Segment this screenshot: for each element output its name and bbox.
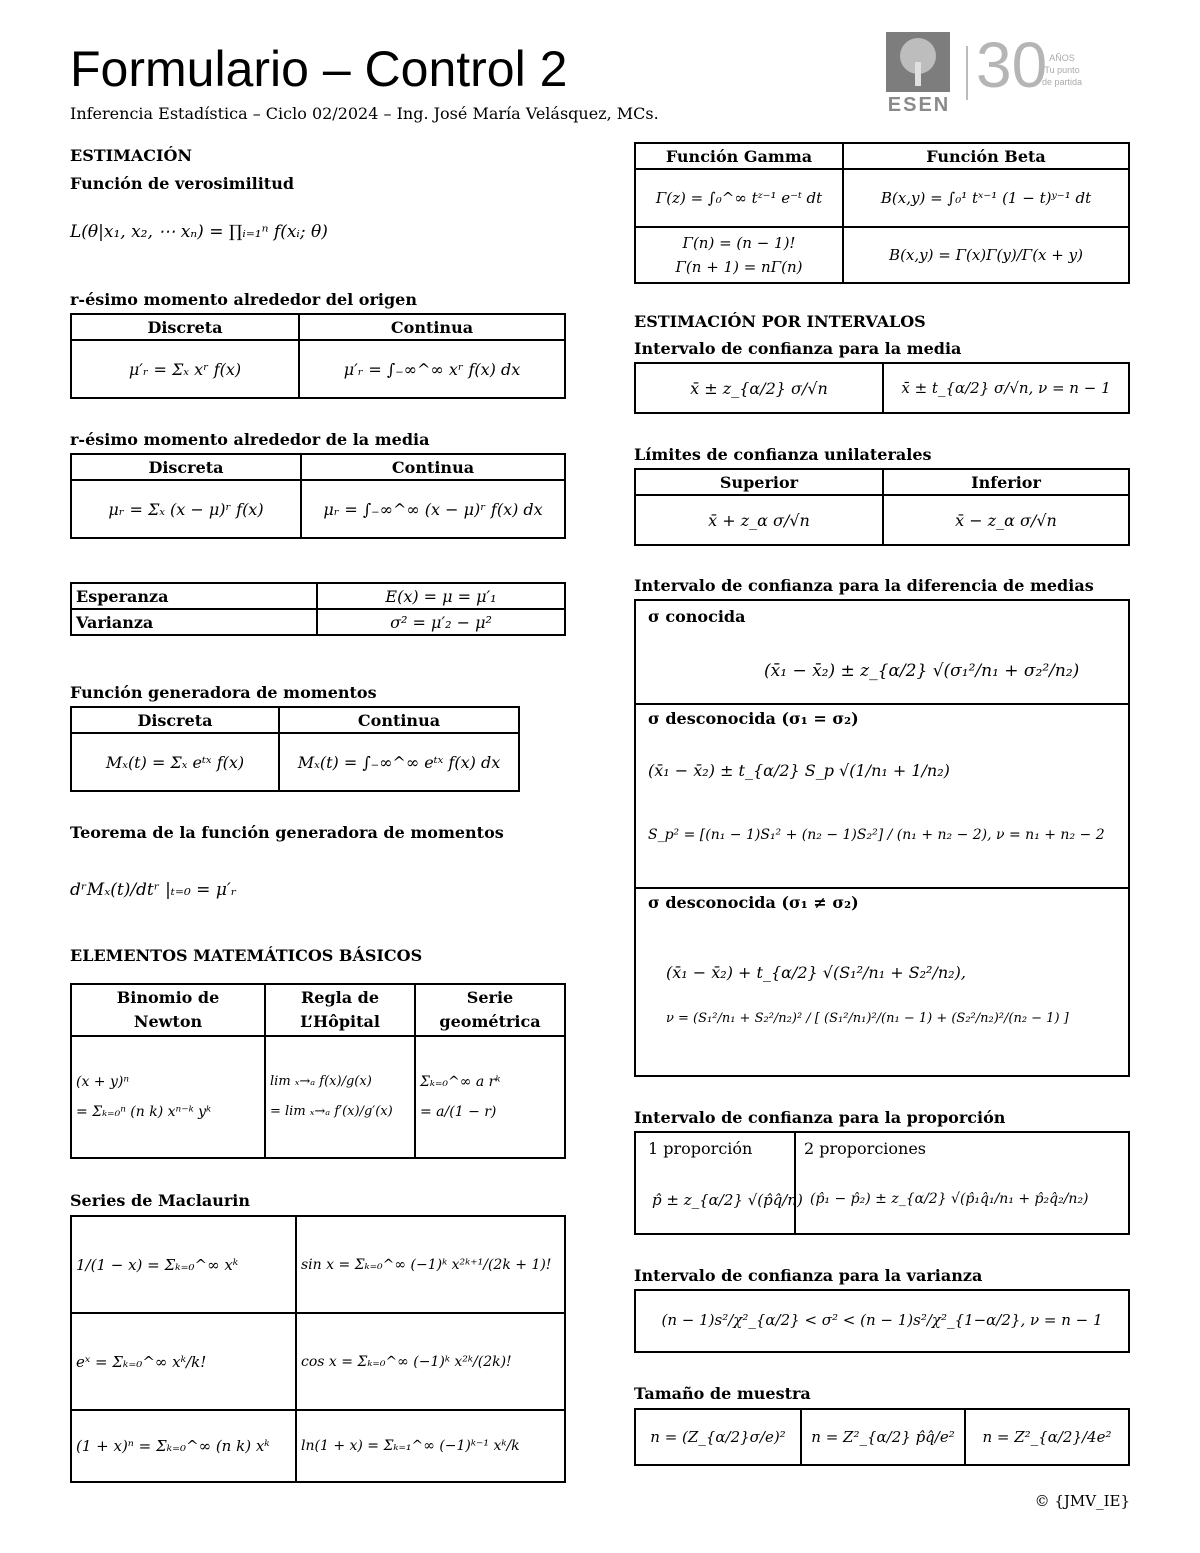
logo-anniversary: 30: [976, 29, 1048, 101]
col-serie-line-1: Serie: [466, 988, 514, 1007]
copyright-footer: © {JMV_IE}: [1034, 1492, 1130, 1510]
maclaurin-table: [70, 1215, 566, 1483]
muestra-proporcion-formula: n = Z²_{α/2} p̂q̂/e²: [801, 1409, 965, 1465]
welch-df-formula: ν = (S₁²/n₁ + S₂²/n₂)² / [ (S₁²/n₁)²/(n₁ − 1) + (S₂²/n₂)²/(n₂ − 1) ]: [666, 1011, 1069, 1026]
maclaurin-title: Series de Maclaurin: [70, 1191, 250, 1210]
teorema-formula: dʳMₓ(t)/dtʳ |ₜ₌₀ = μ′ᵣ: [70, 880, 237, 900]
serie-line-1: Σₖ₌₀^∞ a rᵏ: [420, 1074, 501, 1090]
col-serie-line-2: geométrica: [439, 1012, 541, 1031]
maclaurin-binomial: (1 + x)ⁿ = Σₖ₌₀^∞ (n k) xᵏ: [71, 1410, 296, 1482]
col-hopital: [265, 984, 415, 1036]
momento-media-table: [70, 453, 566, 539]
fgm-continua-formula: Mₓ(t) = ∫₋∞^∞ eᵗˣ f(x) dx: [279, 733, 519, 791]
hopital-line-2: = lim ₓ→ₐ f′(x)/g′(x): [270, 1104, 393, 1119]
tree-logo-icon: [886, 32, 950, 92]
varianza-interval-title: Intervalo de confianza para la varianza: [634, 1266, 983, 1285]
logo-tagline-3: de partida: [1042, 77, 1083, 87]
col-hopital-line-2: L’Hôpital: [300, 1012, 380, 1031]
col-continua: Continua: [299, 314, 565, 340]
verosimilitud-title: Función de verosimilitud: [70, 174, 295, 193]
gamma-properties: [635, 227, 843, 283]
col-binomio-line-2: Newton: [133, 1012, 203, 1031]
media-interval-title: Intervalo de confianza para la media: [634, 339, 962, 358]
beta-integral: B(x,y) = ∫₀¹ tˣ⁻¹ (1 − t)ʸ⁻¹ dt: [843, 169, 1129, 227]
verosimilitud-formula: L(θ|x₁, x₂, ⋯ xₙ) = ∏ᵢ₌₁ⁿ f(xᵢ; θ): [70, 222, 328, 242]
fgm-table: [70, 706, 520, 792]
binomio-line-2: = Σₖ₌₀ⁿ (n k) xⁿ⁻ᵏ yᵏ: [76, 1104, 212, 1120]
col-inferior: Inferior: [883, 469, 1129, 495]
teorema-title: Teorema de la función generadora de momentos: [70, 823, 504, 842]
col-discreta: Discreta: [71, 707, 279, 733]
col-hopital-line-1: Regla de: [300, 988, 380, 1007]
maclaurin-geometric: 1/(1 − x) = Σₖ₌₀^∞ xᵏ: [71, 1216, 296, 1313]
hopital-line-1: lim ₓ→ₐ f(x)/g(x): [270, 1074, 372, 1089]
maclaurin-cos: cos x = Σₖ₌₀^∞ (−1)ᵏ x²ᵏ/(2k)!: [296, 1313, 565, 1410]
esperanza-formula: E(x) = μ = μ′₁: [317, 583, 565, 609]
binomio-cell: [71, 1036, 265, 1158]
muestra-media-formula: n = (Z_{α/2}σ/e)²: [635, 1409, 801, 1465]
sigma-desconocida-diferente-label: σ desconocida (σ₁ ≠ σ₂): [648, 893, 859, 912]
hopital-cell: [265, 1036, 415, 1158]
fgm-discreta-formula: Mₓ(t) = Σₓ eᵗˣ f(x): [71, 733, 279, 791]
divider: [794, 1133, 796, 1233]
col-binomio-line-1: Binomio de: [116, 988, 220, 1007]
intervalos-heading: ESTIMACIÓN POR INTERVALOS: [634, 312, 926, 331]
media-interval-table: [634, 362, 1130, 414]
elementos-heading: ELEMENTOS MATEMÁTICOS BÁSICOS: [70, 946, 423, 965]
varianza-interval-formula: (n − 1)s²/χ²_{α/2} < σ² < (n − 1)s²/χ²_{1−α/2}, ν = n − 1: [661, 1311, 1103, 1329]
difmedias-box: [634, 599, 1130, 1077]
varianza-formula: σ² = μ′₂ − μ²: [317, 609, 565, 635]
sigma-desconocida-igual-label: σ desconocida (σ₁ = σ₂): [648, 709, 859, 728]
proporcion-title: Intervalo de confianza para la proporción: [634, 1108, 1006, 1127]
estimacion-heading: ESTIMACIÓN: [70, 146, 193, 165]
serie-line-2: = a/(1 − r): [420, 1104, 497, 1120]
sigma-desconocida-diferente-formula: (x̄₁ − x̄₂) + t_{α/2} √(S₁²/n₁ + S₂²/n₂),: [666, 963, 966, 982]
muestra-table: [634, 1408, 1130, 1466]
varianza-interval-box: [634, 1289, 1130, 1353]
sigma-desconocida-igual-formula: (x̄₁ − x̄₂) ± t_{α/2} S_p √(1/n₁ + 1/n₂): [648, 761, 950, 780]
gamma-integral: Γ(z) = ∫₀^∞ tᶻ⁻¹ e⁻ᵗ dt: [635, 169, 843, 227]
media-t-formula: x̄ ± t_{α/2} σ/√n, ν = n − 1: [883, 363, 1129, 413]
esen-logo: [884, 30, 1124, 120]
logo-text: ESEN: [887, 94, 951, 116]
origen-continua-formula: μ′ᵣ = ∫₋∞^∞ xʳ f(x) dx: [299, 340, 565, 398]
origen-discreta-formula: μ′ᵣ = Σₓ xʳ f(x): [71, 340, 299, 398]
logo-tagline: [1042, 52, 1082, 88]
logo-tagline-2: Tu punto: [1044, 65, 1080, 75]
col-gamma: Función Gamma: [635, 143, 843, 169]
col-serie: [415, 984, 565, 1036]
media-z-formula: x̄ ± z_{α/2} σ/√n: [635, 363, 883, 413]
superior-formula: x̄ + z_α σ/√n: [635, 495, 883, 545]
momento-origen-table: [70, 313, 566, 399]
media-continua-formula: μᵣ = ∫₋∞^∞ (x − μ)ʳ f(x) dx: [301, 480, 565, 538]
gamma-property-2: Γ(n + 1) = nΓ(n): [675, 258, 803, 276]
binomio-line-1: (x + y)ⁿ: [76, 1074, 130, 1090]
pooled-variance-formula: S_p² = [(n₁ − 1)S₁² + (n₂ − 1)S₂²] / (n₁ + n₂ − 2), ν = n₁ + n₂ − 2: [648, 827, 1105, 843]
esperanza-varianza-table: [70, 582, 566, 636]
varianza-label: Varianza: [71, 609, 317, 635]
momento-origen-title: r-ésimo momento alrededor del origen: [70, 290, 417, 309]
proporcion-box: [634, 1131, 1130, 1235]
beta-gamma-relation: B(x,y) = Γ(x)Γ(y)/Γ(x + y): [843, 227, 1129, 283]
sigma-conocida-formula: (x̄₁ − x̄₂) ± z_{α/2} √(σ₁²/n₁ + σ₂²/n₂): [764, 661, 1080, 681]
col-superior: Superior: [635, 469, 883, 495]
col-continua: Continua: [279, 707, 519, 733]
col-discreta: Discreta: [71, 314, 299, 340]
dos-proporciones-formula: (p̂₁ − p̂₂) ± z_{α/2} √(p̂₁q̂₁/n₁ + p̂₂q̂₂/n₂): [810, 1191, 1089, 1207]
media-discreta-formula: μᵣ = Σₓ (x − μ)ʳ f(x): [71, 480, 301, 538]
inferior-formula: x̄ − z_α σ/√n: [883, 495, 1129, 545]
momento-media-title: r-ésimo momento alrededor de la media: [70, 430, 430, 449]
fgm-title: Función generadora de momentos: [70, 683, 377, 702]
logo-divider: [966, 46, 968, 100]
sigma-conocida-label: σ conocida: [648, 607, 746, 626]
unilateral-table: [634, 468, 1130, 546]
dos-proporciones-label: 2 proporciones: [804, 1139, 927, 1158]
una-proporcion-formula: p̂ ± z_{α/2} √(p̂q̂/n): [652, 1191, 803, 1209]
maclaurin-sin: sin x = Σₖ₌₀^∞ (−1)ᵏ x²ᵏ⁺¹/(2k + 1)!: [296, 1216, 565, 1313]
maclaurin-exp: eˣ = Σₖ₌₀^∞ xᵏ/k!: [71, 1313, 296, 1410]
col-discreta: Discreta: [71, 454, 301, 480]
col-binomio: [71, 984, 265, 1036]
muestra-conservadora-formula: n = Z²_{α/2}/4e²: [965, 1409, 1129, 1465]
serie-cell: [415, 1036, 565, 1158]
elementos-table: [70, 983, 566, 1159]
gamma-beta-table: [634, 142, 1130, 284]
page-subtitle: Inferencia Estadística – Ciclo 02/2024 – Ing. José María Velásquez, MCs.: [70, 104, 659, 123]
unilateral-title: Límites de confianza unilaterales: [634, 445, 932, 464]
divider: [636, 887, 1128, 889]
esperanza-label: Esperanza: [71, 583, 317, 609]
difmedias-title: Intervalo de confianza para la diferencia de medias: [634, 576, 1094, 595]
col-beta: Función Beta: [843, 143, 1129, 169]
maclaurin-ln: ln(1 + x) = Σₖ₌₁^∞ (−1)ᵏ⁻¹ xᵏ/k: [296, 1410, 565, 1482]
una-proporcion-label: 1 proporción: [648, 1139, 753, 1158]
muestra-title: Tamaño de muestra: [634, 1384, 811, 1403]
page-title: Formulario – Control 2: [70, 41, 568, 97]
logo-tagline-1: AÑOS: [1049, 53, 1075, 63]
col-continua: Continua: [301, 454, 565, 480]
gamma-property-1: Γ(n) = (n − 1)!: [682, 234, 796, 252]
divider: [636, 703, 1128, 705]
